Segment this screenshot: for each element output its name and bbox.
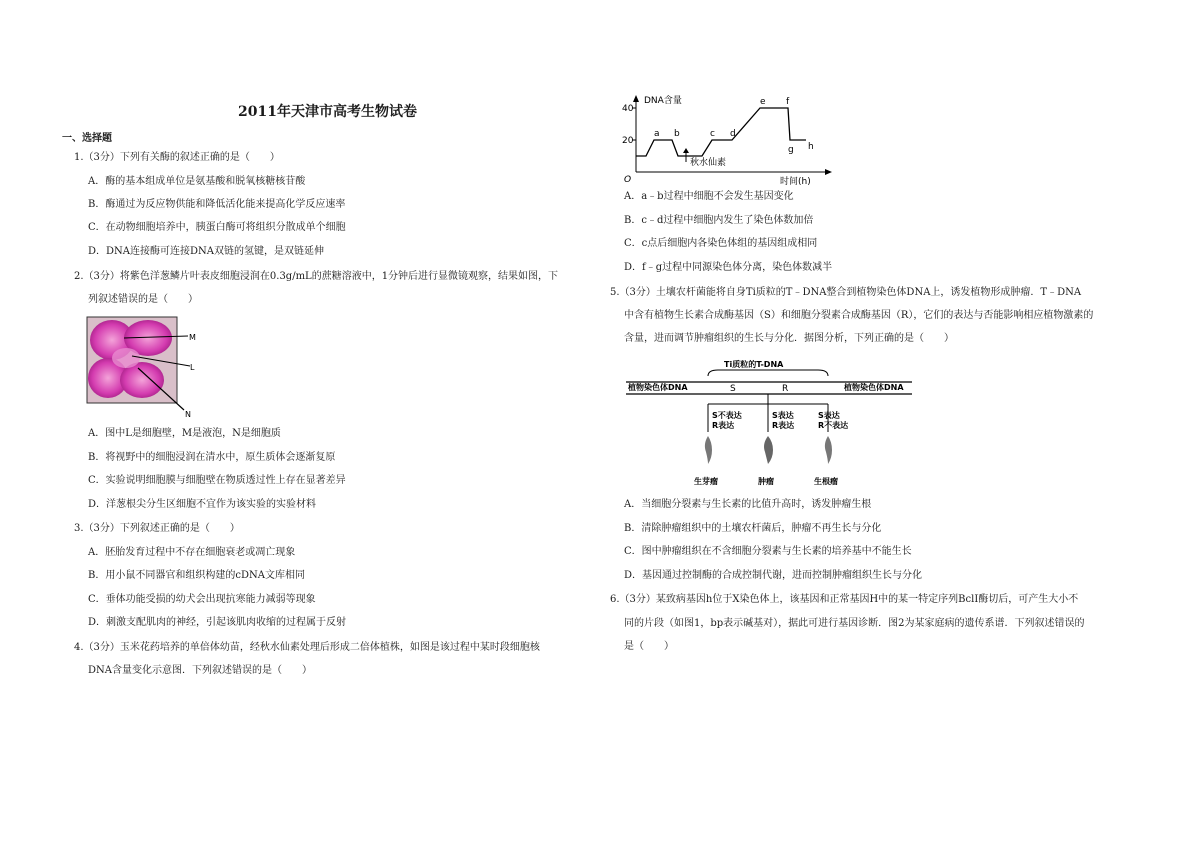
root-tumor-label: 生根瘤 [814, 477, 838, 486]
root-tumor-image [825, 436, 832, 464]
q5-stem-line3: 含量，进而调节肿瘤组织的生长与分化．据图分析，下列正确的是（ ） [624, 333, 954, 344]
q5-option-c: C．图中肿瘤组织在不含细胞分裂素与生长素的培养基中不能生长 [624, 546, 912, 557]
q1-option-c: C．在动物细胞培养中，胰蛋白酶可将组织分散成单个细胞 [88, 222, 346, 233]
branch1-s: S不表达 [712, 411, 742, 420]
q2-stem-line1: 2.（3分）将紫色洋葱鳞片叶表皮细胞浸润在0.3g/mL的蔗糖溶液中，1分钟后进行显微镜观察，结果如图，下 [74, 271, 559, 282]
q5-option-d: D．基因通过控制酶的合成控制代谢，进而控制肿瘤组织生长与分化 [624, 570, 923, 581]
right-chromosome-label: 植物染色体DNA [844, 383, 904, 392]
q3-option-b: B．用小鼠不同器官和组织构建的cDNA文库相同 [88, 570, 305, 581]
point-label-e: e [760, 97, 766, 107]
x-axis-arrow [825, 169, 832, 175]
q1-option-d: D．DNA连接酶可连接DNA双链的氢键，是双链延伸 [88, 246, 324, 257]
branch2-r: R表达 [772, 421, 795, 430]
y-axis-label: DNA含量 [644, 96, 682, 106]
label-l: L [190, 363, 195, 372]
tumor-label: 肿瘤 [758, 477, 774, 486]
branch3-s: S表达 [818, 411, 840, 420]
q2-option-c: C．实验说明细胞膜与细胞壁在物质透过性上存在显著差异 [88, 475, 346, 486]
q5-option-b: B．清除肿瘤组织中的土壤农杆菌后，肿瘤不再生长与分化 [624, 523, 882, 534]
branch1-r: R表达 [712, 421, 735, 430]
branch2-s: S表达 [772, 411, 794, 420]
q4-option-d: D．f﹣g过程中同源染色体分离，染色体数减半 [624, 262, 833, 273]
point-label-a: a [654, 129, 660, 139]
q4-option-c: C．c点后细胞内各染色体组的基因组成相同 [624, 238, 818, 249]
gene-s-label: S [730, 384, 736, 394]
point-label-h: h [808, 142, 814, 152]
t-dna-title: Ti质粒的T-DNA [724, 360, 784, 369]
q3-stem: 3.（3分）下列叙述正确的是（ ） [74, 523, 240, 534]
colchicine-label: 秋水仙素 [690, 158, 727, 168]
bud-tumor-image [705, 436, 712, 464]
section-heading: 一、选择题 [62, 133, 112, 144]
q2-option-b: B．将视野中的细胞浸润在清水中，原生质体会逐渐复原 [88, 452, 336, 463]
q6-stem-line3: 是（ ） [624, 641, 674, 652]
tumor-image [764, 436, 773, 464]
dna-content-chart [620, 92, 840, 192]
origin-label: O [624, 175, 632, 185]
q1-option-a: A．酶的基本组成单位是氨基酸和脱氧核糖核苷酸 [88, 176, 306, 187]
q3-option-c: C．垂体功能受损的幼犬会出现抗寒能力减弱等现象 [88, 594, 316, 605]
q3-option-d: D．刺激支配肌肉的神经，引起该肌肉收缩的过程属于反射 [88, 617, 347, 628]
cell-micrograph-figure [86, 316, 198, 418]
q1-stem: 1.（3分）下列有关酶的叙述正确的是（ ） [74, 152, 280, 163]
colchicine-arrowhead [683, 148, 689, 153]
cell-center [112, 348, 140, 368]
q6-stem-line2: 同的片段（如图1，bp表示碱基对），据此可进行基因诊断．图2为某家庭病的遗传系谱．下列叙述错误的 [624, 618, 1085, 629]
q4-option-b: B．c﹣d过程中细胞内发生了染色体数加倍 [624, 215, 814, 226]
point-label-g: g [788, 145, 794, 155]
gene-r-label: R [782, 384, 789, 394]
label-m: M [189, 333, 196, 342]
q1-option-b: B．酶通过为反应物供能和降低活化能来提高化学反应速率 [88, 199, 346, 210]
ytick-label-20: 20 [622, 136, 634, 146]
q6-stem-line1: 6.（3分）某致病基因h位于X染色体上，该基因和正常基因H中的某一特定序列BclI酶切后，可产生大小不 [610, 594, 1079, 605]
left-chromosome-label: 植物染色体DNA [628, 383, 688, 392]
t-dna-bracket [708, 370, 828, 376]
branch3-r: R不表达 [818, 421, 849, 430]
label-n: N [185, 410, 191, 418]
ytick-label-40: 40 [622, 104, 634, 114]
point-label-b: b [674, 129, 680, 139]
q5-option-a: A．当细胞分裂素与生长素的比值升高时，诱发肿瘤生根 [624, 499, 872, 510]
page-title: 2011年天津市高考生物试卷 [238, 104, 417, 120]
point-label-f: f [786, 97, 790, 107]
q5-stem-line2: 中含有植物生长素合成酶基因（S）和细胞分裂素合成酶基因（R），它们的表达与否能影响相应植物激素的 [624, 310, 1094, 321]
q2-stem-line2: 列叙述错误的是（ ） [88, 294, 198, 305]
point-label-c: c [710, 129, 715, 139]
point-label-d: d [730, 129, 736, 139]
q4-option-a: A．a﹣b过程中细胞不会发生基因变化 [624, 191, 794, 202]
x-axis-label: 时间(h) [780, 177, 811, 187]
t-dna-figure [622, 356, 914, 490]
q2-option-a: A．图中L是细胞壁，M是液泡，N是细胞质 [88, 428, 281, 439]
dna-content-line [636, 108, 806, 156]
y-axis-arrow [633, 95, 639, 102]
q4-stem-line1: 4.（3分）玉米花药培养的单倍体幼苗，经秋水仙素处理后形成二倍体植株，如图是该过程中某时段细胞核 [74, 642, 540, 653]
q3-option-a: A．胚胎发育过程中不存在细胞衰老或凋亡现象 [88, 547, 296, 558]
q4-stem-line2: DNA含量变化示意图．下列叙述错误的是（ ） [88, 665, 312, 676]
bud-tumor-label: 生芽瘤 [694, 477, 718, 486]
q5-stem-line1: 5.（3分）土壤农杆菌能将自身Ti质粒的T﹣DNA整合到植物染色体DNA上，诱发植物形成肿瘤．T﹣DNA [610, 287, 1082, 298]
q2-option-d: D．洋葱根尖分生区细胞不宜作为该实验的实验材料 [88, 499, 317, 510]
